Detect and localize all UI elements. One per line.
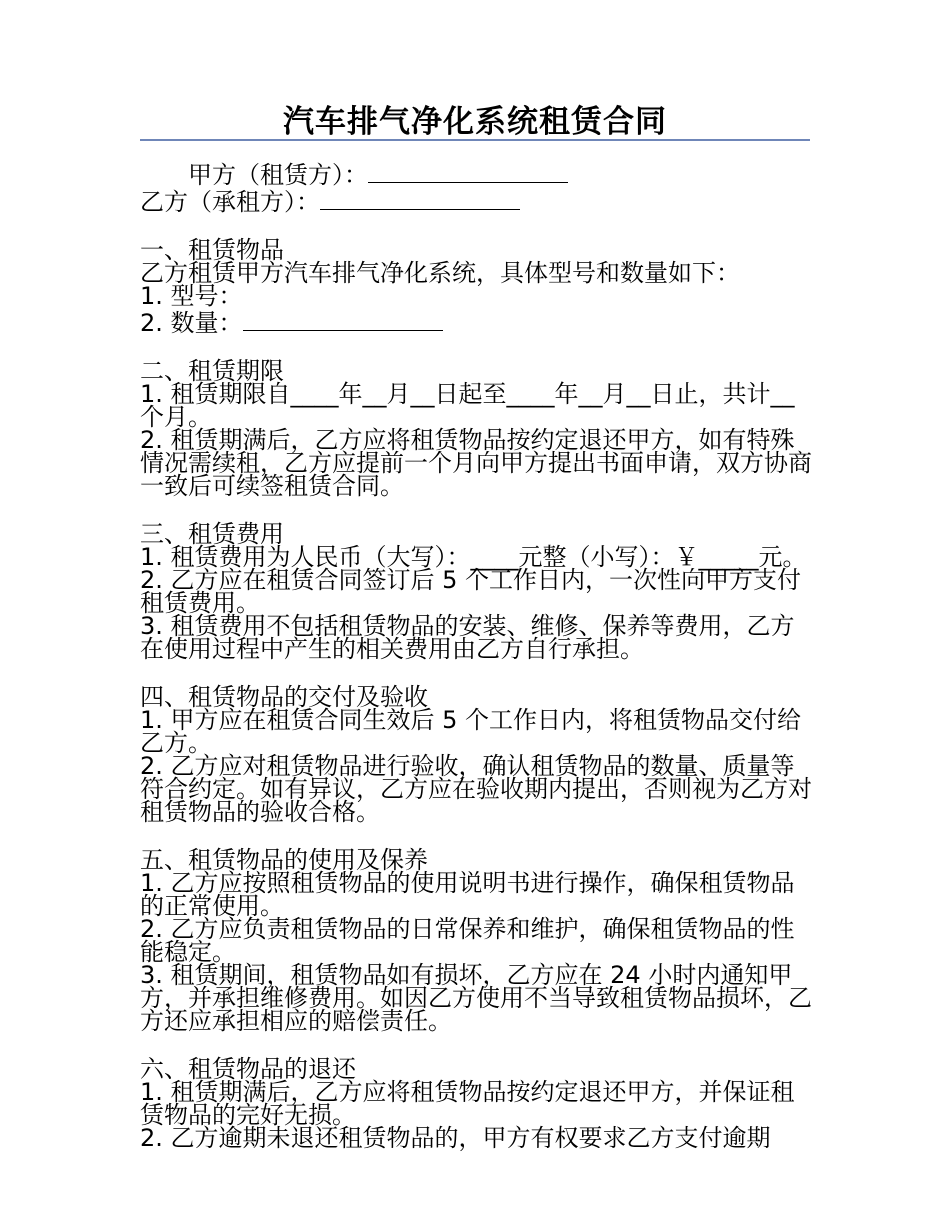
section-heading: 三、租赁费用 — [140, 520, 284, 548]
quantity-blank — [243, 308, 443, 331]
section-paragraph: 2. 租赁期满后，乙方应将租赁物品按约定退还甲方，如有特殊情况需续租，乙方应提前一个月向甲方提出书面申请，双方协商一致后可续签租赁合同。 — [140, 426, 812, 500]
model-line — [140, 282, 812, 310]
section-paragraph: 1. 租赁期限自____年__月__日起至____年__月__日止，共计__个月。 — [140, 380, 795, 431]
party-a-line — [140, 160, 812, 187]
section-heading: 四、租赁物品的交付及验收 — [140, 683, 428, 711]
section-paragraph: 2. 乙方应对租赁物品进行验收，确认租赁物品的数量、质量等符合约定。如有异议，乙方应在验收期内提出，否则视为乙方对租赁物品的验收合格。 — [140, 752, 812, 826]
section-paragraph: 2. 乙方应负责租赁物品的日常保养和维护，确保租赁物品的性能稳定。 — [140, 915, 795, 966]
party-a-label: 甲方（租赁方）： — [188, 161, 368, 189]
section-heading: 二、租赁期限 — [140, 357, 284, 385]
section-paragraph: 1. 乙方应按照租赁物品的使用说明书进行操作，确保租赁物品的正常使用。 — [140, 869, 795, 920]
quantity-label: 2. 数量： — [140, 309, 243, 337]
section-paragraph: 1. 租赁期满后，乙方应将租赁物品按约定退还甲方，并保证租赁物品的完好无损。 — [140, 1078, 795, 1129]
party-b-line — [140, 187, 812, 214]
document-title: 汽车排气净化系统租赁合同 — [283, 104, 667, 140]
party-a-blank — [368, 160, 568, 183]
quantity-line — [140, 308, 812, 335]
section-heading: 五、租赁物品的使用及保养 — [140, 846, 428, 874]
section-paragraph: 1. 甲方应在租赁合同生效后 5 个工作日内，将租赁物品交付给乙方。 — [140, 706, 802, 757]
section-paragraph: 2. 乙方应在租赁合同签订后 5 个工作日内，一次性向甲方支付租赁费用。 — [140, 566, 802, 617]
title-underline — [140, 139, 810, 141]
section-heading: 一、租赁物品 — [140, 236, 284, 264]
section-paragraph: 3. 租赁费用不包括租赁物品的安装、维修、保养等费用，乙方在使用过程中产生的相关费用由乙方自行承担。 — [140, 612, 795, 663]
section-paragraph: 3. 租赁期间，租赁物品如有损坏，乙方应在 24 小时内通知甲方，并承担维修费用。如因乙方使用不当导致租赁物品损坏，乙方还应承担相应的赔偿责任。 — [140, 961, 812, 1035]
model-label: 1. 型号： — [140, 282, 243, 310]
party-b-label: 乙方（承租方）： — [140, 188, 320, 216]
section-paragraph: 乙方租赁甲方汽车排气净化系统，具体型号和数量如下： — [140, 259, 740, 287]
section-heading: 六、租赁物品的退还 — [140, 1055, 356, 1083]
party-b-blank — [320, 187, 520, 210]
contract-body — [140, 160, 812, 1150]
section-paragraph: 1. 租赁费用为人民币（大写）：____元整（小写）：￥_____元。 — [140, 543, 807, 571]
section-paragraph: 2. 乙方逾期未退还租赁物品的，甲方有权要求乙方支付逾期 — [140, 1124, 771, 1152]
